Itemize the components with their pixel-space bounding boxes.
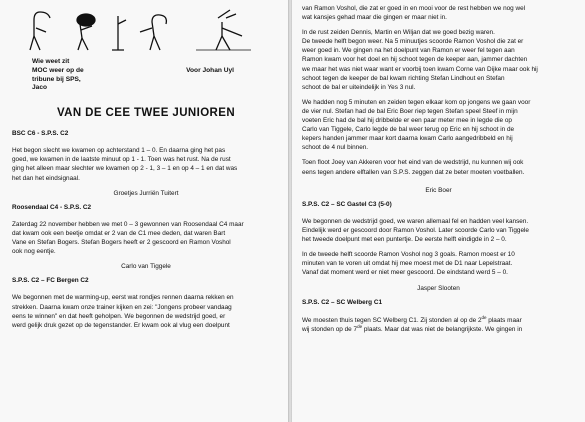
- report-line: Het begon slecht we kwamen op achterstand 1 – 0. En daarna ging het pas: [12, 147, 226, 155]
- report-line: We begonnen met de warming-up, eerst wat rondjes rennen daarna rekken en: [12, 294, 234, 302]
- caption-dedication: Voor Johan Uyl: [186, 67, 234, 74]
- report-line: van Ramon Voshol, die zat er goed in en mooi voor de rest hebben we nog wel: [302, 5, 526, 12]
- caption-line: tribune bij SPS,: [32, 75, 81, 83]
- report-paragraph: [302, 250, 575, 277]
- report-paragraph: [302, 28, 575, 92]
- report-author: Jasper Slooten: [417, 285, 460, 293]
- report-line: goed, we kwamen in de laatste minuut op 1 - 1. Toen was het rust. Na de rust: [12, 156, 231, 164]
- left-page: [0, 0, 288, 422]
- report-paragraph: [302, 158, 575, 176]
- report-line: kepers handen jammer maar kort daarna kwam Carlo aangedribbeld en hij: [302, 135, 513, 143]
- caption-line: Wie weet zit: [32, 58, 70, 65]
- report-line: Zaterdag 22 november hebben we met 0 – 3 gewonnen van Roosendaal C4 maar: [12, 220, 244, 228]
- report-line: wij stonden op de 7de plaats. Maar dat was niet de belangrijkste. We gingen in: [302, 323, 523, 333]
- match-title: BSC C6 - S.P.S. C2: [12, 130, 69, 138]
- report-line: eens te winnen" en dat heeft geholpen. We begonnen de wedstrijd goed, er: [12, 312, 226, 320]
- report-line: werd gelijk druk gezet op de tegenstander. Er kwam ook al vlug een doelpunt: [12, 321, 230, 329]
- right-page: [292, 0, 585, 422]
- report-line: het tweede doelpunt met een puntertje. De eerste helft eindigde in 2 – 0.: [302, 235, 507, 243]
- report-line: Carlo van Tiggele, Carlo legde de bal weer terug op Eric en hij schoot in de: [302, 126, 515, 134]
- report-line: minuten van te voren uit omdat hij mee moest met de D1 naar Lepelstraat.: [302, 260, 513, 268]
- match-title: Roosendaal C4 - S.P.S. C2: [12, 203, 92, 211]
- report-line: strekken. Daarna kwam onze trainer kijken en zei: "Jongens probeer vandaag: [12, 303, 232, 311]
- report-line: schoot de 4 nul binnen.: [302, 144, 369, 152]
- report-line: Vanaf dat moment werd er niet meer gescoord. De eindstand werd 5 – 0.: [302, 269, 508, 277]
- caption-left: [32, 58, 84, 93]
- cartoon-figures-icon: [26, 6, 256, 54]
- page-title: VAN DE CEE TWEE JUNIOREN: [56, 107, 236, 120]
- report-line: schoot tegen de keeper de bal kwam richting Stefan Lindhout en Stefan: [302, 74, 505, 82]
- doodle-illustration: [12, 4, 280, 56]
- report-line: voeten Eric had de bal hij dribbelde er een paar meter mee in legde die op: [302, 117, 512, 125]
- report-line: ook nog eentje.: [12, 248, 56, 256]
- caption-line: Jaco: [32, 84, 48, 92]
- match-report: [12, 220, 280, 256]
- report-line: dat kwam ook een beetje omdat er 2 van de C1 mee deden, dat waren Bart: [12, 229, 226, 237]
- report-line: we maar het was niet waar want er voorbij toen kwam Corne van Dijke maar ook hij: [302, 65, 538, 73]
- report-line: eens tegen andere elftallen van S.P.S. zeggen dat ze beter moeten voetballen.: [302, 168, 525, 176]
- report-author: Eric Boer: [425, 186, 452, 194]
- report-line: We hadden nog 5 minuten en zeiden tegen elkaar kom op jongens we gaan voor: [302, 98, 531, 106]
- report-line: de vier nul. Stefan had de bal Eric Boer riep tegen Stefan speel Steef in mijn: [302, 107, 518, 115]
- report-paragraph: [302, 98, 575, 153]
- report-line: ging het alleen maar slechter we kwamen op 2 - 1, 3 – 1 en op 4 – 1 en dat was: [12, 165, 238, 173]
- report-author: Carlo van Tiggele: [121, 263, 171, 271]
- match-title: S.P.S. C2 – FC Bergen C2: [12, 277, 89, 285]
- report-line: In de tweede helft scoorde Ramon Voshol nog 3 goals. Ramon moest er 10: [302, 251, 515, 259]
- report-line: het dan het eindsignaal.: [12, 174, 80, 182]
- match-report: [12, 293, 280, 329]
- report-line: De tweede helft begon weer. Na 5 minuutjes scoorde Ramon Voshol die zat er: [302, 38, 524, 46]
- report-line: We begonnen de wedstrijd goed, we waren allemaal fel en hadden veel kansen.: [302, 217, 529, 225]
- photo-caption: [12, 58, 280, 93]
- report-line: In de rust zeiden Dennis, Martin en Wiljan dat we goed bezig waren.: [302, 29, 495, 37]
- report-paragraph: [302, 316, 575, 334]
- match-report: [12, 146, 280, 182]
- report-line: We moesten thuis tegen SC Welberg C1. Zij stonden al op de 2de plaats maar: [302, 314, 522, 324]
- report-line: wat kansjes gehad maar die gingen er maar niet in.: [302, 14, 447, 22]
- report-author: Groetjes Jurriën Tuitert: [113, 189, 179, 197]
- report-line: Vane en Stefan Bogers. Stefan Bogers heeft er 2 gescoord en Ramon Voshol: [12, 239, 231, 247]
- report-paragraph: [302, 217, 575, 244]
- report-paragraph: [302, 4, 575, 22]
- report-line: Ramon kwam voor het doel en hij schoot tegen de keeper aan, jammer dachten: [302, 56, 528, 64]
- caption-line: MOC weer op de: [32, 66, 84, 74]
- match-title: S.P.S. C2 – SC Welberg C1: [302, 299, 383, 307]
- report-line: weer goed in. We gingen na het doelpunt van Ramon er weer fel tegen aan: [302, 47, 515, 55]
- report-line: schoot de bal er uiteindelijk in Yes 3 nul.: [302, 83, 416, 91]
- report-line: Eindelijk werd er gescoord door Ramon Voshol. Later scoorde Carlo van Tiggele: [302, 226, 529, 234]
- match-title: S.P.S. C2 – SC Gastel C3 (5-0): [302, 200, 392, 208]
- report-line: Toen floot Joey van Akkeren voor het eind van de wedstrijd, nu kunnen wij ook: [302, 159, 524, 167]
